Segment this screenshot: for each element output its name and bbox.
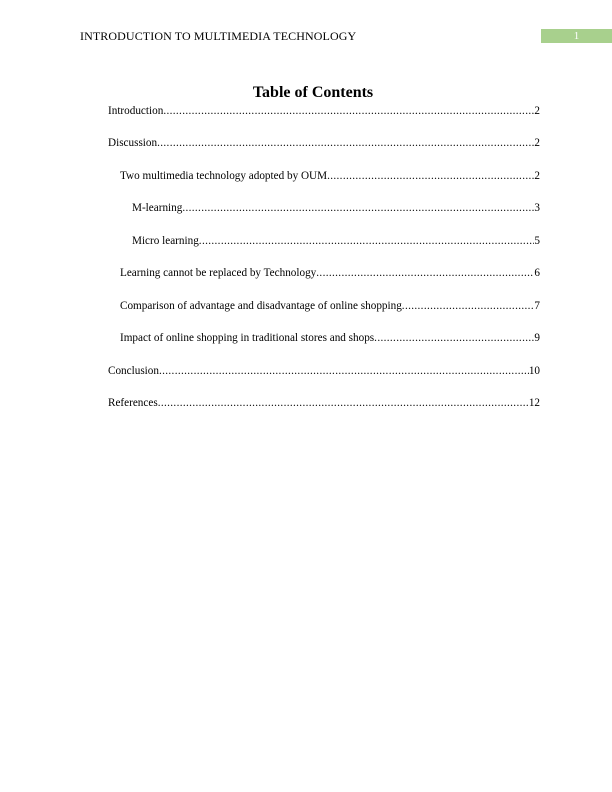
toc-entry-label: References (108, 397, 158, 409)
page-number-badge: 1 (541, 29, 612, 43)
toc-entry-page: 6 (534, 267, 540, 279)
running-header-title: INTRODUCTION TO MULTIMEDIA TECHNOLOGY (80, 29, 357, 43)
toc-entry-page: 2 (534, 137, 540, 149)
toc-dot-leader (316, 266, 534, 280)
toc-entry-learning-cannot-be-replaced[interactable] (120, 266, 540, 280)
toc-entry-label: Conclusion (108, 365, 159, 377)
toc-dot-leader (163, 104, 534, 118)
toc-entry-page: 9 (534, 332, 540, 344)
toc-dot-leader (182, 201, 534, 215)
toc-entry-page: 2 (534, 105, 540, 117)
toc-dot-leader (158, 396, 529, 410)
toc-entry-label: M-learning (132, 202, 183, 214)
toc-entry-page: 10 (528, 365, 540, 377)
toc-entry-label: Two multimedia technology adopted by OUM (120, 170, 328, 182)
toc-entry-page: 5 (534, 235, 540, 247)
toc-entry-label: Micro learning (132, 235, 199, 247)
toc-entry-label: Impact of online shopping in traditional stores and shops (120, 332, 375, 344)
toc-entry-label: Learning cannot be replaced by Technology (120, 267, 317, 279)
toc-entry-label: Introduction (108, 105, 164, 117)
toc-dot-leader (402, 299, 535, 313)
toc-dot-leader (159, 364, 529, 378)
toc-dot-leader (199, 234, 535, 248)
toc-entry-discussion[interactable] (108, 136, 540, 150)
toc-entry-page: 2 (534, 170, 540, 182)
toc-dot-leader (157, 136, 534, 150)
toc-entry-comparison-online-shopping[interactable] (120, 299, 540, 313)
toc-entry-conclusion[interactable] (108, 364, 540, 378)
toc-entry-introduction[interactable] (108, 104, 540, 118)
toc-title: Table of Contents (252, 84, 374, 101)
toc-entry-two-multimedia-technology[interactable] (120, 169, 540, 183)
toc-entry-label: Comparison of advantage and disadvantage of online shopping (120, 300, 402, 312)
toc-entry-label: Discussion (108, 137, 158, 149)
toc-entry-references[interactable] (108, 396, 540, 410)
toc-entry-page: 7 (534, 300, 540, 312)
toc-entry-page: 3 (534, 202, 540, 214)
toc-entry-page: 12 (528, 397, 540, 409)
toc-entry-micro-learning[interactable] (132, 234, 540, 248)
toc-dot-leader (374, 331, 534, 345)
toc-entry-m-learning[interactable] (132, 201, 540, 215)
toc-entry-impact-online-shopping[interactable] (120, 331, 540, 345)
toc-dot-leader (327, 169, 534, 183)
